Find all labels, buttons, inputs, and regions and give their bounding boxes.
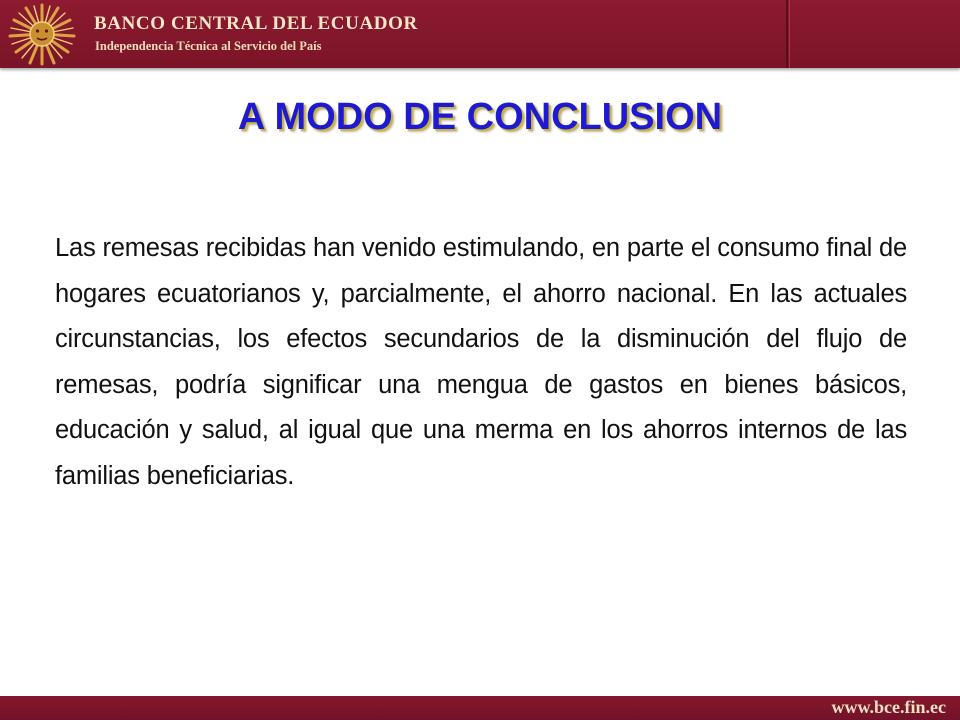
footer-banner [0, 696, 960, 720]
slide-title: A MODO DE CONCLUSION [237, 96, 723, 138]
sun-emblem-icon [6, 2, 78, 66]
header-divider [786, 0, 788, 68]
header-divider-highlight [789, 0, 790, 68]
slide-body-paragraph: Las remesas recibidas han venido estimulando, en parte el consumo final de hogares ecuatorianos y, parcialmente, el ahorro nacional. En las actuales circunstancias, los efectos secundarios de la disminución del flujo de remesas, podría significar una mengua de gastos en bienes básicos, educación y salud, al igual que una merma en los ahorros internos de las familias beneficiarias. [55, 234, 907, 490]
brand-name: BANCO CENTRAL DEL ECUADOR [94, 13, 418, 34]
brand-tagline: Independencia Técnica al Servicio del País [95, 39, 322, 53]
header-banner [0, 0, 960, 68]
footer-url: www.bce.fin.ec [831, 697, 946, 717]
